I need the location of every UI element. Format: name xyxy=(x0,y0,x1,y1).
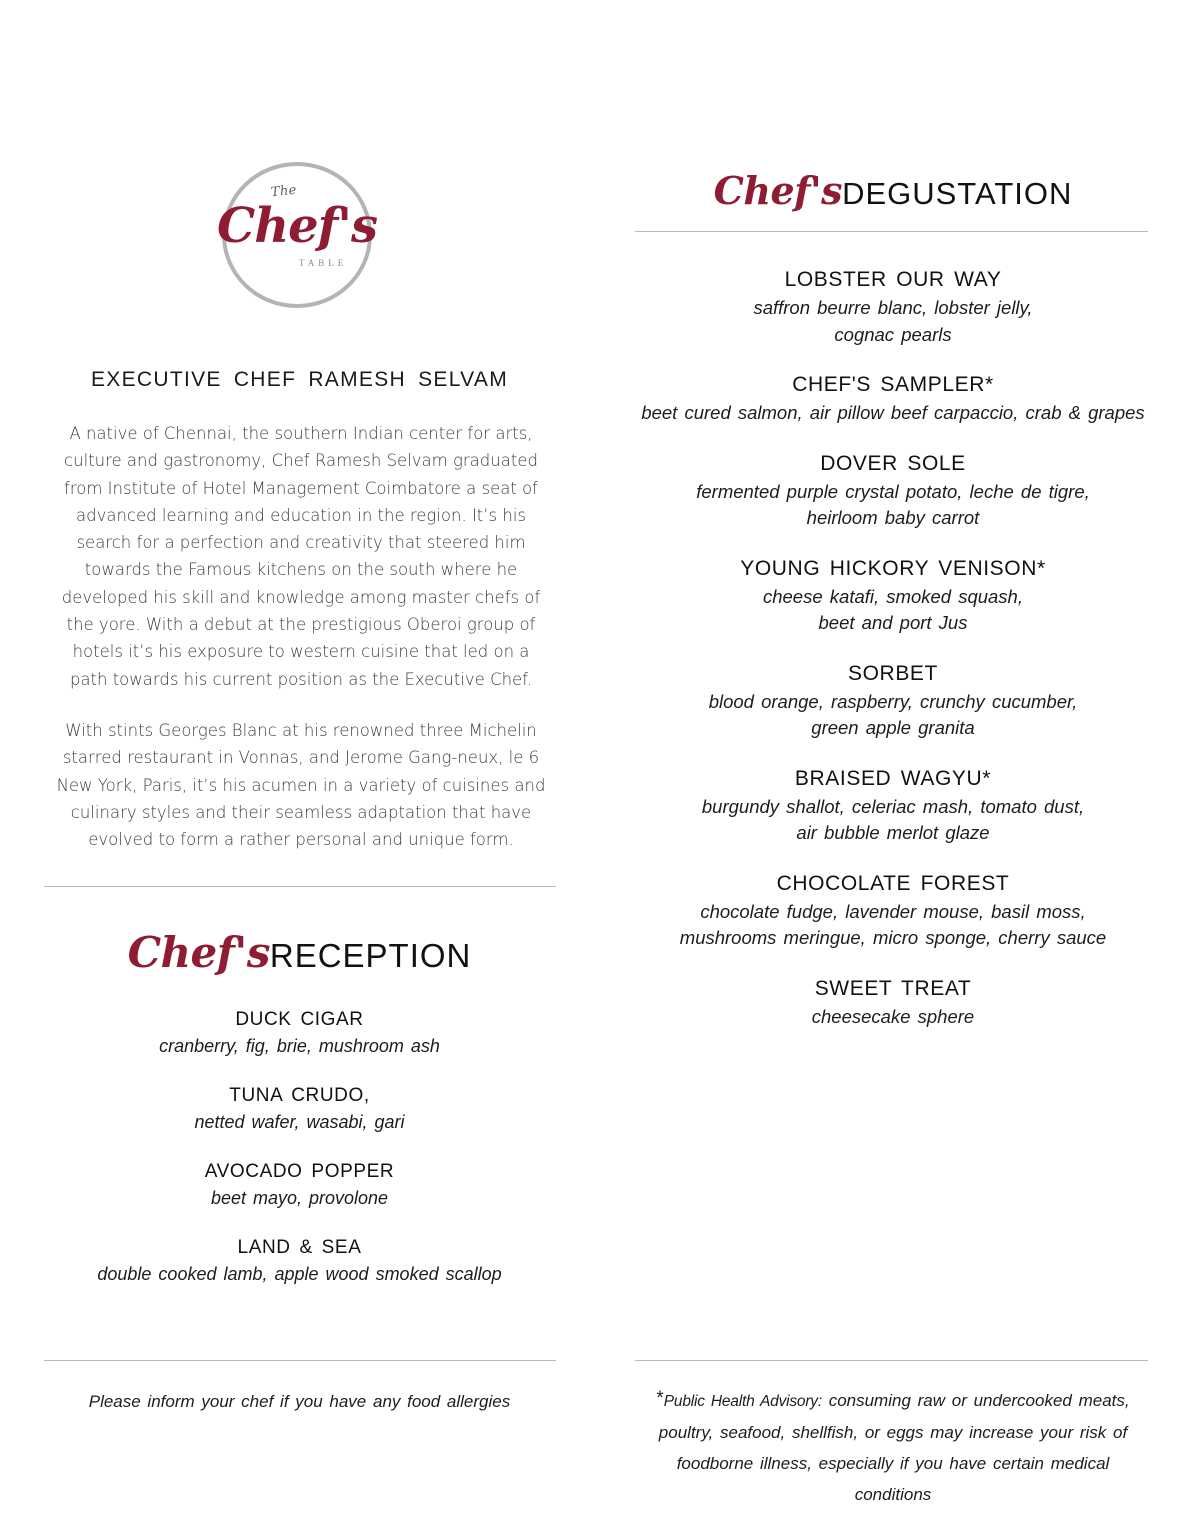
item-name: AVOCADO POPPER xyxy=(204,1161,395,1182)
divider-left-middle xyxy=(44,886,556,887)
divider-right-bottom xyxy=(635,1360,1148,1361)
divider-left-bottom xyxy=(44,1360,556,1361)
item-description: fermented purple crystal potato, leche de tigre, xyxy=(696,480,1090,502)
chef-biography xyxy=(56,420,546,853)
bio-paragraph-2: With stints Georges Blanc at his renowned three Michelin starred restaurant in Vonnas, and Jerome Gang-neux, le 6 New York, Paris, it’s his acumen in a variety of cuisines and culinary styles and their seamless adaptation that have evolved to form a rather personal and unique form. xyxy=(56,720,546,850)
item-name: DUCK CIGAR xyxy=(235,1009,364,1030)
advisory-text: consuming raw or undercooked meats, poultry, seafood, shellfish, or eggs may increase your risk of foodborne illness, especially if you have certain medical conditions xyxy=(658,1391,1130,1504)
degustation-script-word: Chef's xyxy=(713,168,843,213)
reception-caps-word: RECEPTION xyxy=(269,937,472,974)
item-description: double cooked lamb, apple wood smoked scallop xyxy=(97,1264,502,1284)
degustation-caps-word: DEGUSTATION xyxy=(842,176,1073,211)
reception-script-word: Chef's xyxy=(127,928,270,977)
executive-chef-title: EXECUTIVE CHEF RAMESH SELVAM xyxy=(90,368,509,391)
item-name: CHOCOLATE FOREST xyxy=(776,871,1010,895)
item-name: SWEET TREAT xyxy=(814,976,972,1000)
menu-item xyxy=(599,974,1187,1031)
item-description: cognac pearls xyxy=(834,323,952,345)
menu-item xyxy=(599,869,1187,952)
menu-item xyxy=(599,659,1187,742)
menu-item xyxy=(0,1158,599,1211)
item-description: air bubble merlot glaze xyxy=(796,822,990,843)
item-description: cheesecake sphere xyxy=(811,1005,975,1027)
item-name: LAND & SEA xyxy=(237,1237,362,1258)
menu-item xyxy=(0,1082,599,1135)
menu-item xyxy=(599,764,1187,847)
item-description: blood orange, raspberry, crunchy cucumber, xyxy=(708,690,1078,712)
item-name: TUNA CRUDO, xyxy=(229,1085,370,1106)
divider-right-top xyxy=(635,231,1148,232)
menu-item xyxy=(599,370,1187,427)
item-description: heirloom baby carrot xyxy=(806,507,980,528)
public-health-advisory xyxy=(643,1383,1143,1510)
menu-item xyxy=(599,265,1187,348)
item-name: SORBET xyxy=(848,661,938,685)
item-description: beet and port Jus xyxy=(818,612,968,633)
degustation-item-list xyxy=(599,265,1187,1030)
item-name: LOBSTER OUR WAY xyxy=(784,268,1002,291)
allergy-note: Please inform your chef if you have any food allergies xyxy=(88,1392,511,1411)
advisory-asterisk: * xyxy=(656,1388,664,1409)
reception-section-title xyxy=(0,928,599,977)
reception-item-list xyxy=(0,1006,599,1287)
logo-chefs-script: Chef's xyxy=(216,198,378,254)
item-description: saffron beurre blanc, lobster jelly, xyxy=(753,297,1033,318)
item-description: chocolate fudge, lavender mouse, basil moss, xyxy=(700,900,1086,922)
logo-the-text: The xyxy=(270,182,298,201)
item-description: green apple granita xyxy=(811,717,975,738)
item-description: cranberry, fig, brie, mushroom ash xyxy=(159,1036,440,1056)
advisory-label: Public Health Advisory: xyxy=(663,1393,822,1410)
menu-item xyxy=(0,1006,599,1059)
bio-paragraph-1: A native of Chennai, the southern Indian center for arts, culture and gastronomy, Chef Ramesh Selvam graduated from Institute of Hotel Management Coimbatore a seat of advanced learning and education in the region. It’s his search for a perfection and creativity that steered him towards the Famous kitchens on the south where he developed his skill and knowledge among master chefs of the yore. With a debut at the prestigious Oberoi group of hotels it’s his exposure to western cuisine that led on a path towards his current position as the Executive Chef. xyxy=(61,424,541,689)
item-description: mushrooms meringue, micro sponge, cherry sauce xyxy=(679,927,1107,948)
chefs-table-logo xyxy=(216,162,378,308)
menu-item xyxy=(599,449,1187,532)
degustation-section-title xyxy=(599,168,1187,213)
item-name: BRAISED WAGYU* xyxy=(794,766,992,790)
right-column xyxy=(599,0,1187,1536)
menu-item xyxy=(0,1234,599,1287)
item-description: cheese katafi, smoked squash, xyxy=(762,585,1023,607)
item-description: beet cured salmon, air pillow beef carpaccio, crab & grapes xyxy=(641,402,1145,423)
logo-table-text: TABLE xyxy=(299,258,348,268)
item-description: beet mayo, provolone xyxy=(210,1188,389,1208)
menu-item xyxy=(599,554,1187,637)
item-name: YOUNG HICKORY VENISON* xyxy=(740,556,1046,580)
item-name: DOVER SOLE xyxy=(820,451,966,475)
item-description: burgundy shallot, celeriac mash, tomato dust, xyxy=(701,795,1085,817)
item-name: CHEF'S SAMPLER* xyxy=(792,373,994,396)
item-description: netted wafer, wasabi, gari xyxy=(194,1112,405,1132)
